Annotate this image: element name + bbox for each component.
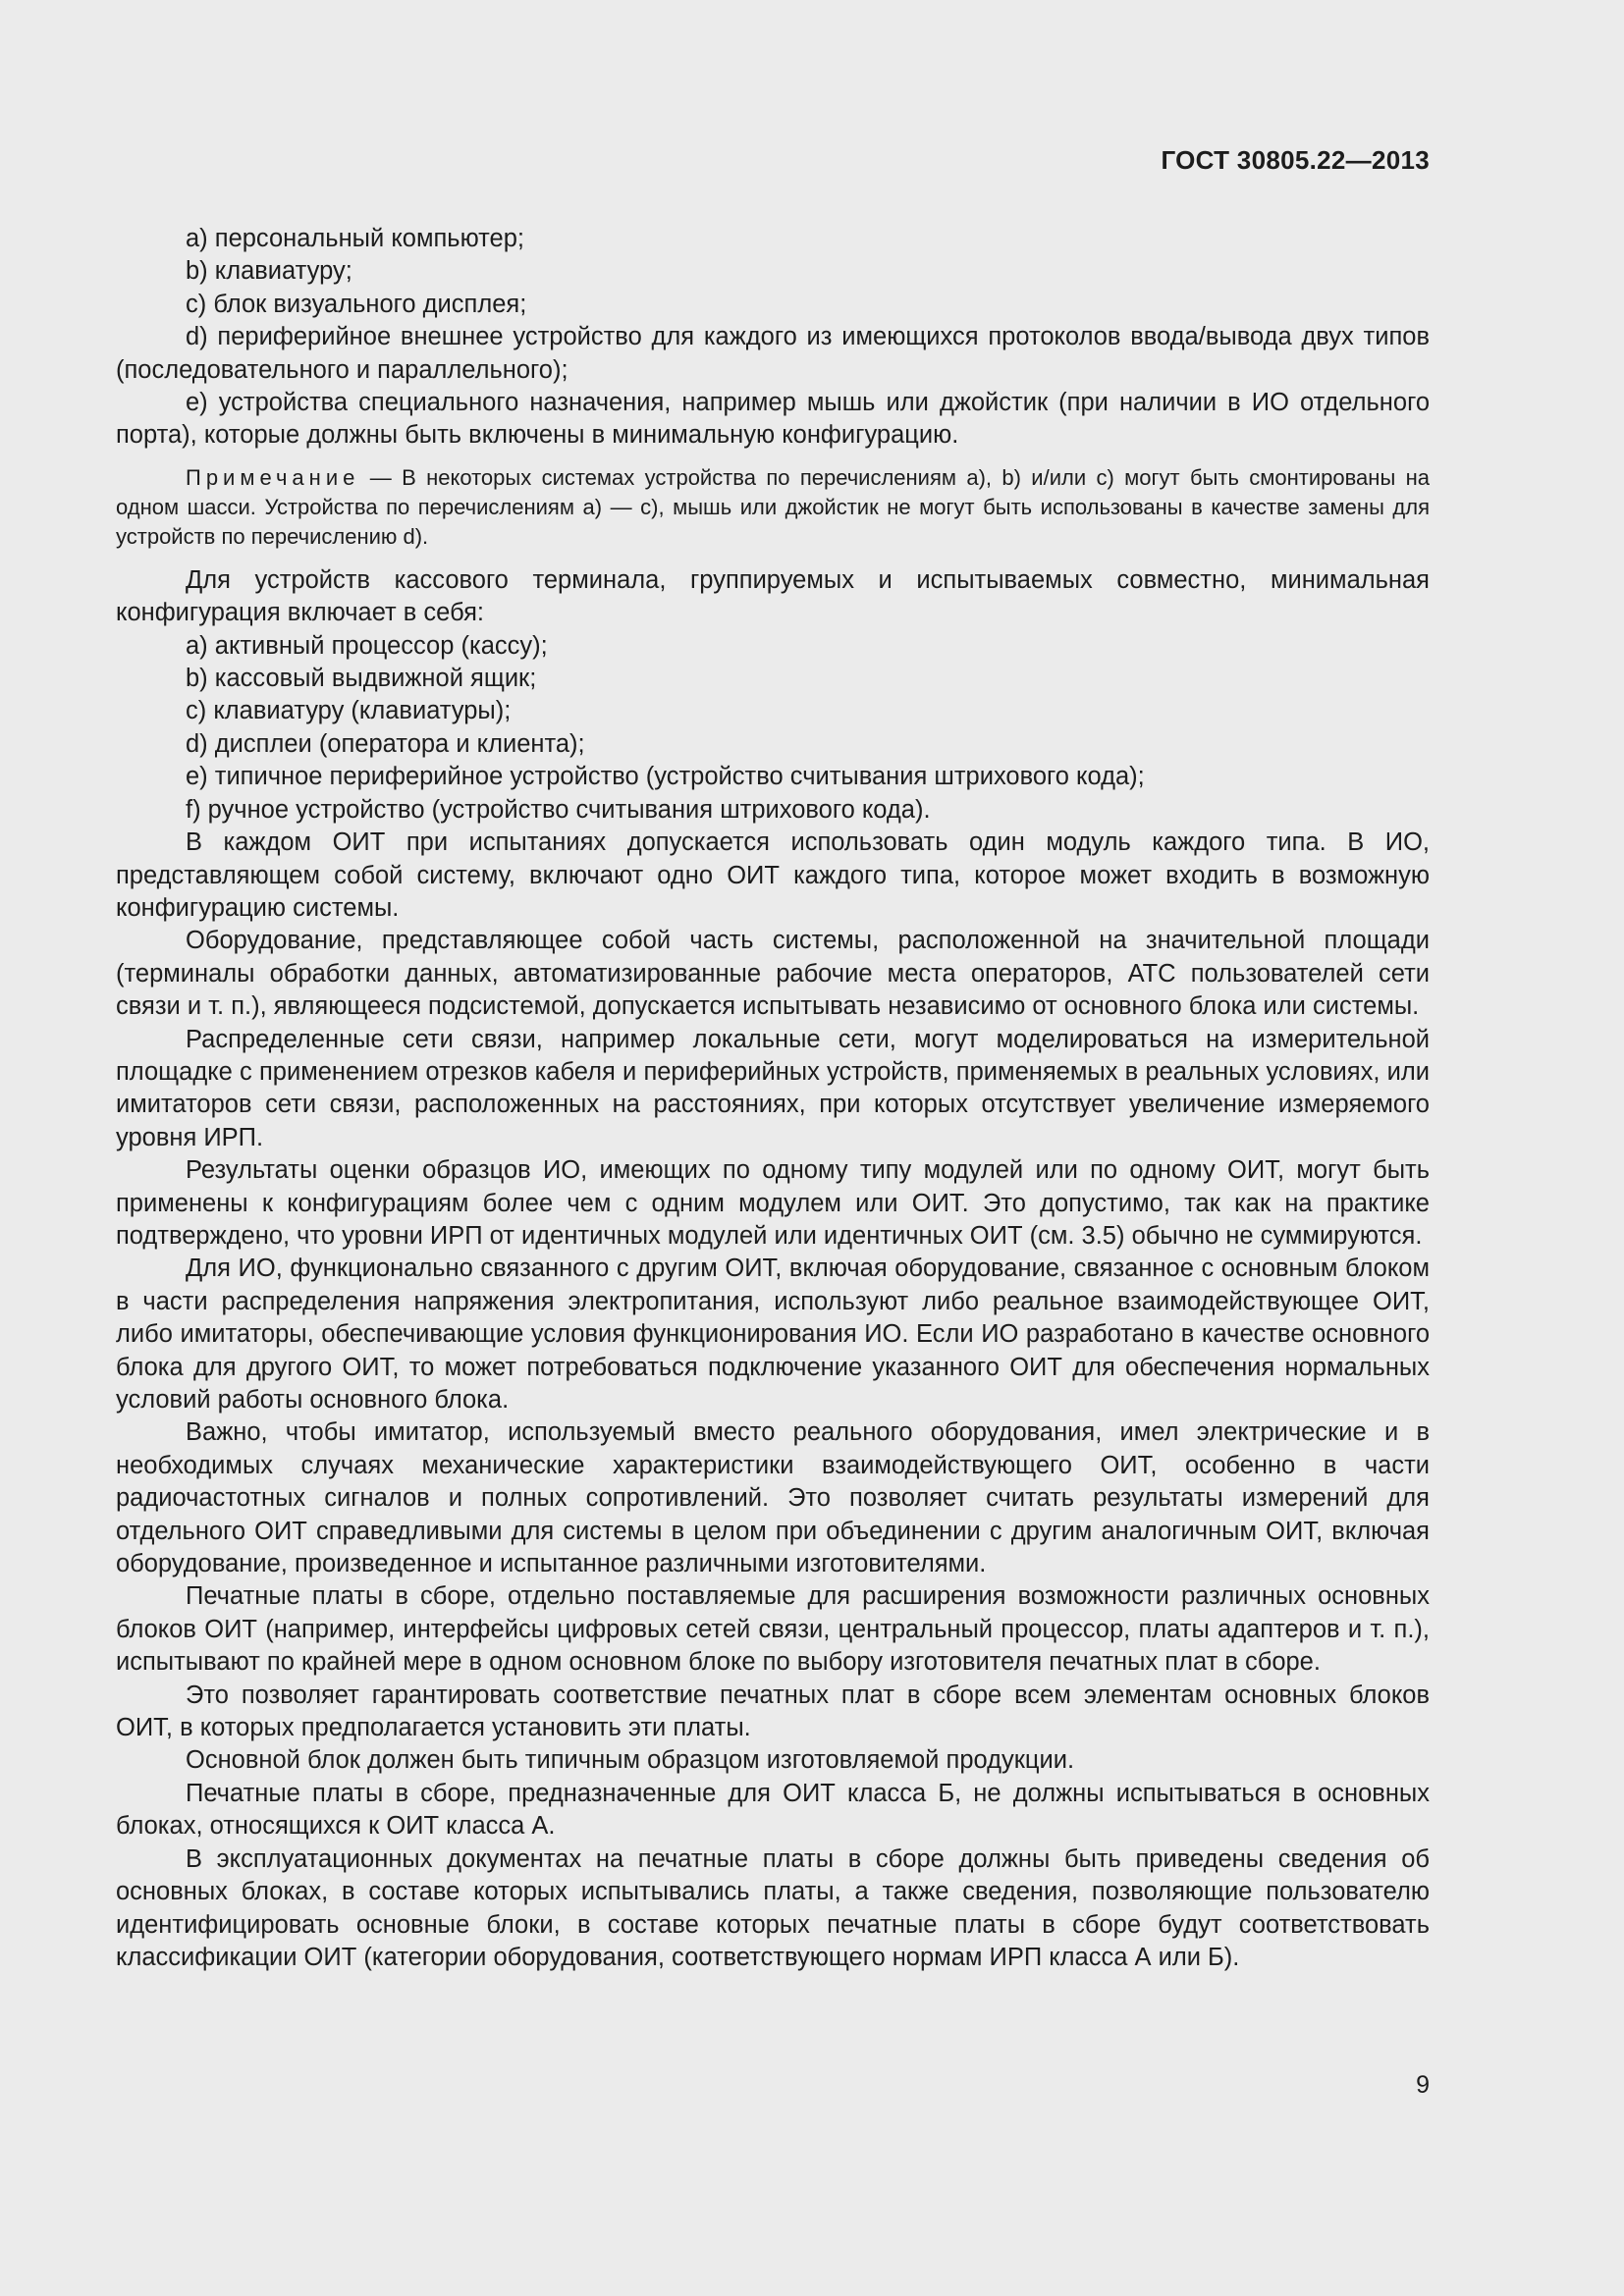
document-body xyxy=(116,223,1430,1974)
standard-header: ГОСТ 30805.22—2013 xyxy=(1161,145,1430,175)
list-item: c) клавиатуру (клавиатуры); xyxy=(186,697,512,725)
list-item: b) клавиатуру; xyxy=(186,257,352,286)
list-item: f) ручное устройство (устройство считывания штрихового кода). xyxy=(186,795,931,824)
paragraph: В эксплуатационных документах на печатные платы в сборе должны быть приведены сведения об основных блоках, в составе которых испытывались платы, а также сведения, позволяющие пользователю идентифицировать основные блоки, в составе которых печатные платы в сборе будут соответствовать классификации ОИТ (категории оборудования, соответствующего нормам ИРП класса А или Б). xyxy=(116,1844,1430,1971)
note-label: Примечание xyxy=(186,464,360,490)
list-item: c) блок визуального дисплея; xyxy=(186,290,527,318)
note xyxy=(116,463,1430,552)
paragraph: Для устройств кассового терминала, группируемых и испытываемых совместно, минимальная конфигурация включает в себя: xyxy=(116,565,1430,627)
paragraph: Важно, чтобы имитатор, используемый вместо реального оборудования, имел электрические и в необходимых случаях механические характеристики взаимодействующего ОИТ, особенно в части радиочастотных сигналов и полных сопротивлений. Это позволяет считать результаты измерений для отдельного ОИТ справедливыми для системы в целом при объединении с другим аналогичным ОИТ, включая оборудование, произведенное и испытанное различными изготовителями. xyxy=(116,1418,1430,1578)
paragraph: Печатные платы в сборе, предназначенные для ОИТ класса Б, не должны испытываться в основных блоках, относящихся к ОИТ класса А. xyxy=(116,1779,1430,1841)
paragraph: Результаты оценки образцов ИО, имеющих по одному типу модулей или по одному ОИТ, могут быть применены к конфигурациям более чем с одним модулем или ОИТ. Это допустимо, так как на практике подтверждено, что уровни ИРП от идентичных модулей или идентичных ОИТ (см. 3.5) обычно не суммируются. xyxy=(116,1156,1430,1250)
list-item: a) персональный компьютер; xyxy=(186,225,524,252)
list-item: e) типичное периферийное устройство (устройство считывания штрихового кода); xyxy=(186,763,1145,791)
paragraph: Основной блок должен быть типичным образцом изготовляемой продукции. xyxy=(186,1746,1075,1775)
note-text: В некоторых системах устройства по перечислениям a), b) и/или c) могут быть смонтированы на одном шасси. Устройства по перечислениям a) — c), мышь или джойстик не могут быть использованы в качестве замены для устройств по перечислению d). xyxy=(116,464,1430,549)
page-number: 9 xyxy=(1416,2071,1430,2099)
list-item: d) дисплеи (оператора и клиента); xyxy=(186,729,585,758)
paragraph: В каждом ОИТ при испытаниях допускается использовать один модуль каждого типа. В ИО, представляющем собой систему, включают одно ОИТ каждого типа, которое может входить в возможную конфигурацию системы. xyxy=(116,828,1430,922)
paragraph: Это позволяет гарантировать соответствие печатных плат в сборе всем элементам основных блоков ОИТ, в которых предполагается установить эти платы. xyxy=(116,1681,1430,1742)
list-item: e) устройства специального назначения, например мышь или джойстик (при наличии в ИО отдельного порта), которые должны быть включены в минимальную конфигурацию. xyxy=(116,389,1430,450)
list-item: a) активный процессор (кассу); xyxy=(186,631,548,660)
paragraph: Оборудование, представляющее собой часть системы, расположенной на значительной площади (терминалы обработки данных, автоматизированные рабочие места операторов, АТС пользователей сети связи и т. п.), являющееся подсистемой, допускается испытывать независимо от основного блока или системы. xyxy=(116,927,1430,1021)
paragraph: Печатные платы в сборе, отдельно поставляемые для расширения возможности различных основных блоков ОИТ (например, интерфейсы цифровых сетей связи, центральный процессор, платы адаптеров и т. п.), испытывают по крайней мере в одном основном блоке по выбору изготовителя печатных плат в сборе. xyxy=(116,1582,1430,1677)
list-item: b) кассовый выдвижной ящик; xyxy=(186,665,537,693)
note-dash: — xyxy=(359,464,403,490)
list-item: d) периферийное внешнее устройство для каждого из имеющихся протоколов ввода/вывода двух типов (последовательного и параллельного); xyxy=(116,323,1430,384)
paragraph: Распределенные сети связи, например локальные сети, могут моделироваться на измерительной площадке с применением отрезков кабеля и периферийных устройств, применяемых в реальных условиях, или имитаторов сети связи, расположенных на расстояниях, при которых отсутствует увеличение измеряемого уровня ИРП. xyxy=(116,1025,1430,1151)
paragraph: Для ИО, функционально связанного с другим ОИТ, включая оборудование, связанное с основным блоком в части распределения напряжения электропитания, используют либо реальное взаимодействующее ОИТ, либо имитаторы, обеспечивающие условия функционирования ИО. Если ИО разработано в качестве основного блока для другого ОИТ, то может потребоваться подключение указанного ОИТ для обеспечения нормальных условий работы основного блока. xyxy=(116,1255,1430,1414)
